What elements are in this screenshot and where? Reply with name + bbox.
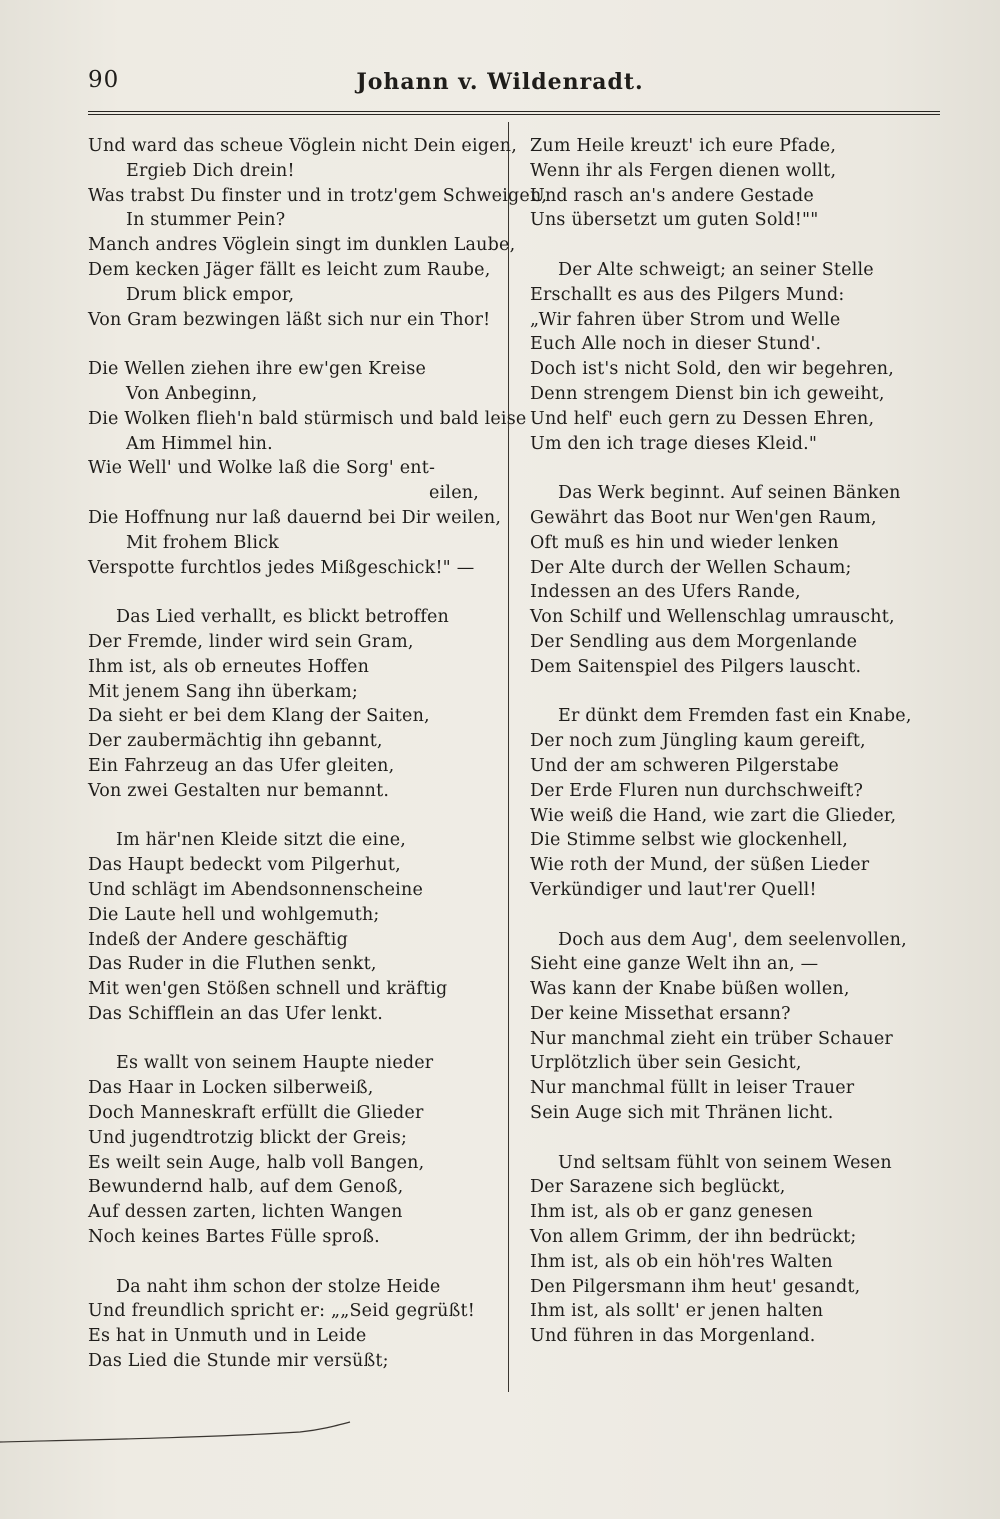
verse-line: Was trabst Du finster und in trotz'gem Schweigen, [88,185,548,206]
verse-line: Das Ruder in die Fluthen senkt, [88,954,377,975]
verse-line: Mit frohem Blick [126,532,279,553]
verse-line: Das Lied die Stunde mir versüßt; [88,1351,389,1372]
verse-line: Verkündiger und laut'rer Quell! [530,879,817,900]
verse-line: Im här'nen Kleide sitzt die eine, [116,830,407,851]
stanza-gap [88,804,493,829]
verse-line: eilen, [429,483,479,504]
verse-line: Sein Auge sich mit Thränen licht. [530,1103,834,1124]
verse-line: Die Laute hell und wohlgemuth; [88,904,380,925]
verse-line: Das Haupt bedeckt vom Pilgerhut, [88,855,401,876]
verse-line: Um den ich trage dieses Kleid." [530,433,818,454]
verse-line: Und jugendtrotzig blickt der Greis; [88,1127,408,1148]
verse-line: Und ward das scheue Vöglein nicht Dein eigen, [88,136,517,156]
verse-line: Von Anbeginn, [126,383,258,404]
verse-line: Es wallt von seinem Haupte nieder [116,1053,434,1074]
verse-line: Noch keines Bartes Fülle sproß. [88,1227,380,1248]
verse-line: Drum blick empor, [126,284,295,305]
verse-line: Der Fremde, linder wird sein Gram, [88,631,414,652]
verse-line: Der zaubermächtig ihn gebannt, [88,731,383,752]
verse-line: Der Alte durch der Wellen Schaum; [530,557,852,578]
running-head: Johann v. Wildenradt. [356,69,644,95]
verse-line: Von Gram bezwingen läßt sich nur ein Thor! [88,309,491,330]
verse-line: Dem Saitenspiel des Pilgers lauscht. [530,656,862,677]
verse-line: Was kann der Knabe büßen wollen, [530,979,850,1000]
verse-line: Am Himmel hin. [126,433,273,454]
verse-line: Von Schilf und Wellenschlag umrauscht, [530,607,895,628]
verse-line: Die Hoffnung nur laß dauernd bei Dir weilen, [88,507,502,528]
verse-line: Verspotte furchtlos jedes Mißgeschick!" — [88,557,475,578]
verse-line: Ihm ist, als sollt' er jenen halten [530,1301,824,1322]
verse-line: Dem kecken Jäger fällt es leicht zum Raube, [88,259,491,280]
verse-line: Auf dessen zarten, lichten Wangen [88,1202,403,1223]
verse-line: Mit jenem Sang ihn überkam; [88,681,358,702]
verse-line: Euch Alle noch in dieser Stund'. [530,334,822,355]
stanza-gap [88,1027,493,1052]
verse-line: Und führen in das Morgenland. [530,1326,816,1347]
stanza-gap [530,903,930,928]
verse-line: Sieht eine ganze Welt ihn an, — [530,954,819,975]
verse-line: Wie Well' und Wolke laß die Sorg' ent- [88,458,436,479]
verse-line: Wie roth der Mund, der süßen Lieder [530,855,870,876]
verse-line: Und der am schweren Pilgerstabe [530,755,839,776]
column-divider [508,122,509,1392]
verse-line: Nur manchmal füllt in leiser Trauer [530,1078,855,1099]
verse-line: Doch aus dem Aug', dem seelenvollen, [558,929,907,950]
verse-line: Zum Heile kreuzt' ich eure Pfade, [530,136,837,156]
verse-line: Die Wellen ziehen ihre ew'gen Kreise [88,359,427,380]
stanza-gap [530,1126,930,1151]
verse-line: Ihm ist, als ob er ganz genesen [530,1202,813,1223]
verse-line: Der keine Missethat ersann? [530,1003,791,1024]
verse-line: Da sieht er bei dem Klang der Saiten, [88,706,430,727]
verse-line: Der Sarazene sich beglückt, [530,1177,786,1198]
verse-line: Doch ist's nicht Sold, den wir begehren, [530,359,894,380]
verse-line: Und helf' euch gern zu Dessen Ehren, [530,408,875,429]
stanza-gap [88,580,493,605]
verse-line: Die Stimme selbst wie glockenhell, [530,830,849,851]
verse-line: Die Wolken flieh'n bald stürmisch und bald leise [88,408,527,429]
verse-line: Er dünkt dem Fremden fast ein Knabe, [558,706,912,727]
stanza-gap [530,233,930,258]
verse-line: Da naht ihm schon der stolze Heide [116,1276,441,1297]
page-number: 90 [88,67,120,93]
verse-line: Ihm ist, als ob ein höh'res Walten [530,1251,833,1272]
verse-line: Erschallt es aus des Pilgers Mund: [530,284,845,305]
verse-line: Der Erde Fluren nun durchschweift? [530,780,864,801]
header-rule [88,111,940,115]
verse-line: Von zwei Gestalten nur bemannt. [88,780,390,801]
verse-line: In stummer Pein? [126,210,286,231]
verse-line: Der noch zum Jüngling kaum gereift, [530,731,866,752]
verse-line: Doch Manneskraft erfüllt die Glieder [88,1103,424,1124]
verse-line: Das Lied verhallt, es blickt betroffen [116,607,449,628]
verse-line: Ein Fahrzeug an das Ufer gleiten, [88,755,395,776]
verse-line: Ihm ist, als ob erneutes Hoffen [88,656,370,677]
verse-line: Es weilt sein Auge, halb voll Bangen, [88,1152,425,1173]
verse-line: Urplötzlich über sein Gesicht, [530,1053,802,1074]
verse-line: Der Sendling aus dem Morgenlande [530,631,858,652]
verse-line: Uns übersetzt um guten Sold!"" [530,210,819,231]
verse-line: Von allem Grimm, der ihn bedrückt; [530,1227,857,1248]
stanza-gap [88,1250,493,1275]
verse-line: Wenn ihr als Fergen dienen wollt, [530,160,837,181]
verse-line: Indessen an des Ufers Rande, [530,582,801,603]
verse-line: Und seltsam fühlt von seinem Wesen [558,1152,892,1173]
verse-line: „Wir fahren über Strom und Welle [530,309,841,330]
verse-line: Bewundernd halb, auf dem Genoß, [88,1177,404,1198]
verse-line: Denn strengem Dienst bin ich geweiht, [530,383,885,404]
verse-line: Indeß der Andere geschäftig [88,929,348,950]
verse-line: Und schlägt im Abendsonnenscheine [88,879,424,900]
left-column [88,134,548,1374]
verse-line: Den Pilgersmann ihm heut' gesandt, [530,1276,861,1297]
verse-line: Gewährt das Boot nur Wen'gen Raum, [530,507,877,528]
verse-line: Es hat in Unmuth und in Leide [88,1326,367,1347]
verse-line: Wie weiß die Hand, wie zart die Glieder, [530,805,897,826]
verse-line: Oft muß es hin und wieder lenken [530,532,839,553]
stanza-gap [88,332,493,357]
stanza-gap [530,456,930,481]
verse-line: Der Alte schweigt; an seiner Stelle [558,259,874,280]
right-column [530,134,930,1349]
verse-line: Nur manchmal zieht ein trüber Schauer [530,1028,893,1049]
verse-line: Das Schifflein an das Ufer lenkt. [88,1003,383,1024]
stanza-gap [530,680,930,705]
ink-flourish [0,1420,360,1450]
verse-line: Das Werk beginnt. Auf seinen Bänken [558,483,901,504]
verse-line: Ergieb Dich drein! [126,160,295,181]
verse-line: Manch andres Vöglein singt im dunklen Laube, [88,235,516,256]
verse-line: Und freundlich spricht er: „„Seid gegrüßt! [88,1301,475,1322]
verse-line: Das Haar in Locken silberweiß, [88,1078,374,1099]
verse-line: Mit wen'gen Stößen schnell und kräftig [88,979,448,1000]
verse-line: Und rasch an's andere Gestade [530,185,814,206]
